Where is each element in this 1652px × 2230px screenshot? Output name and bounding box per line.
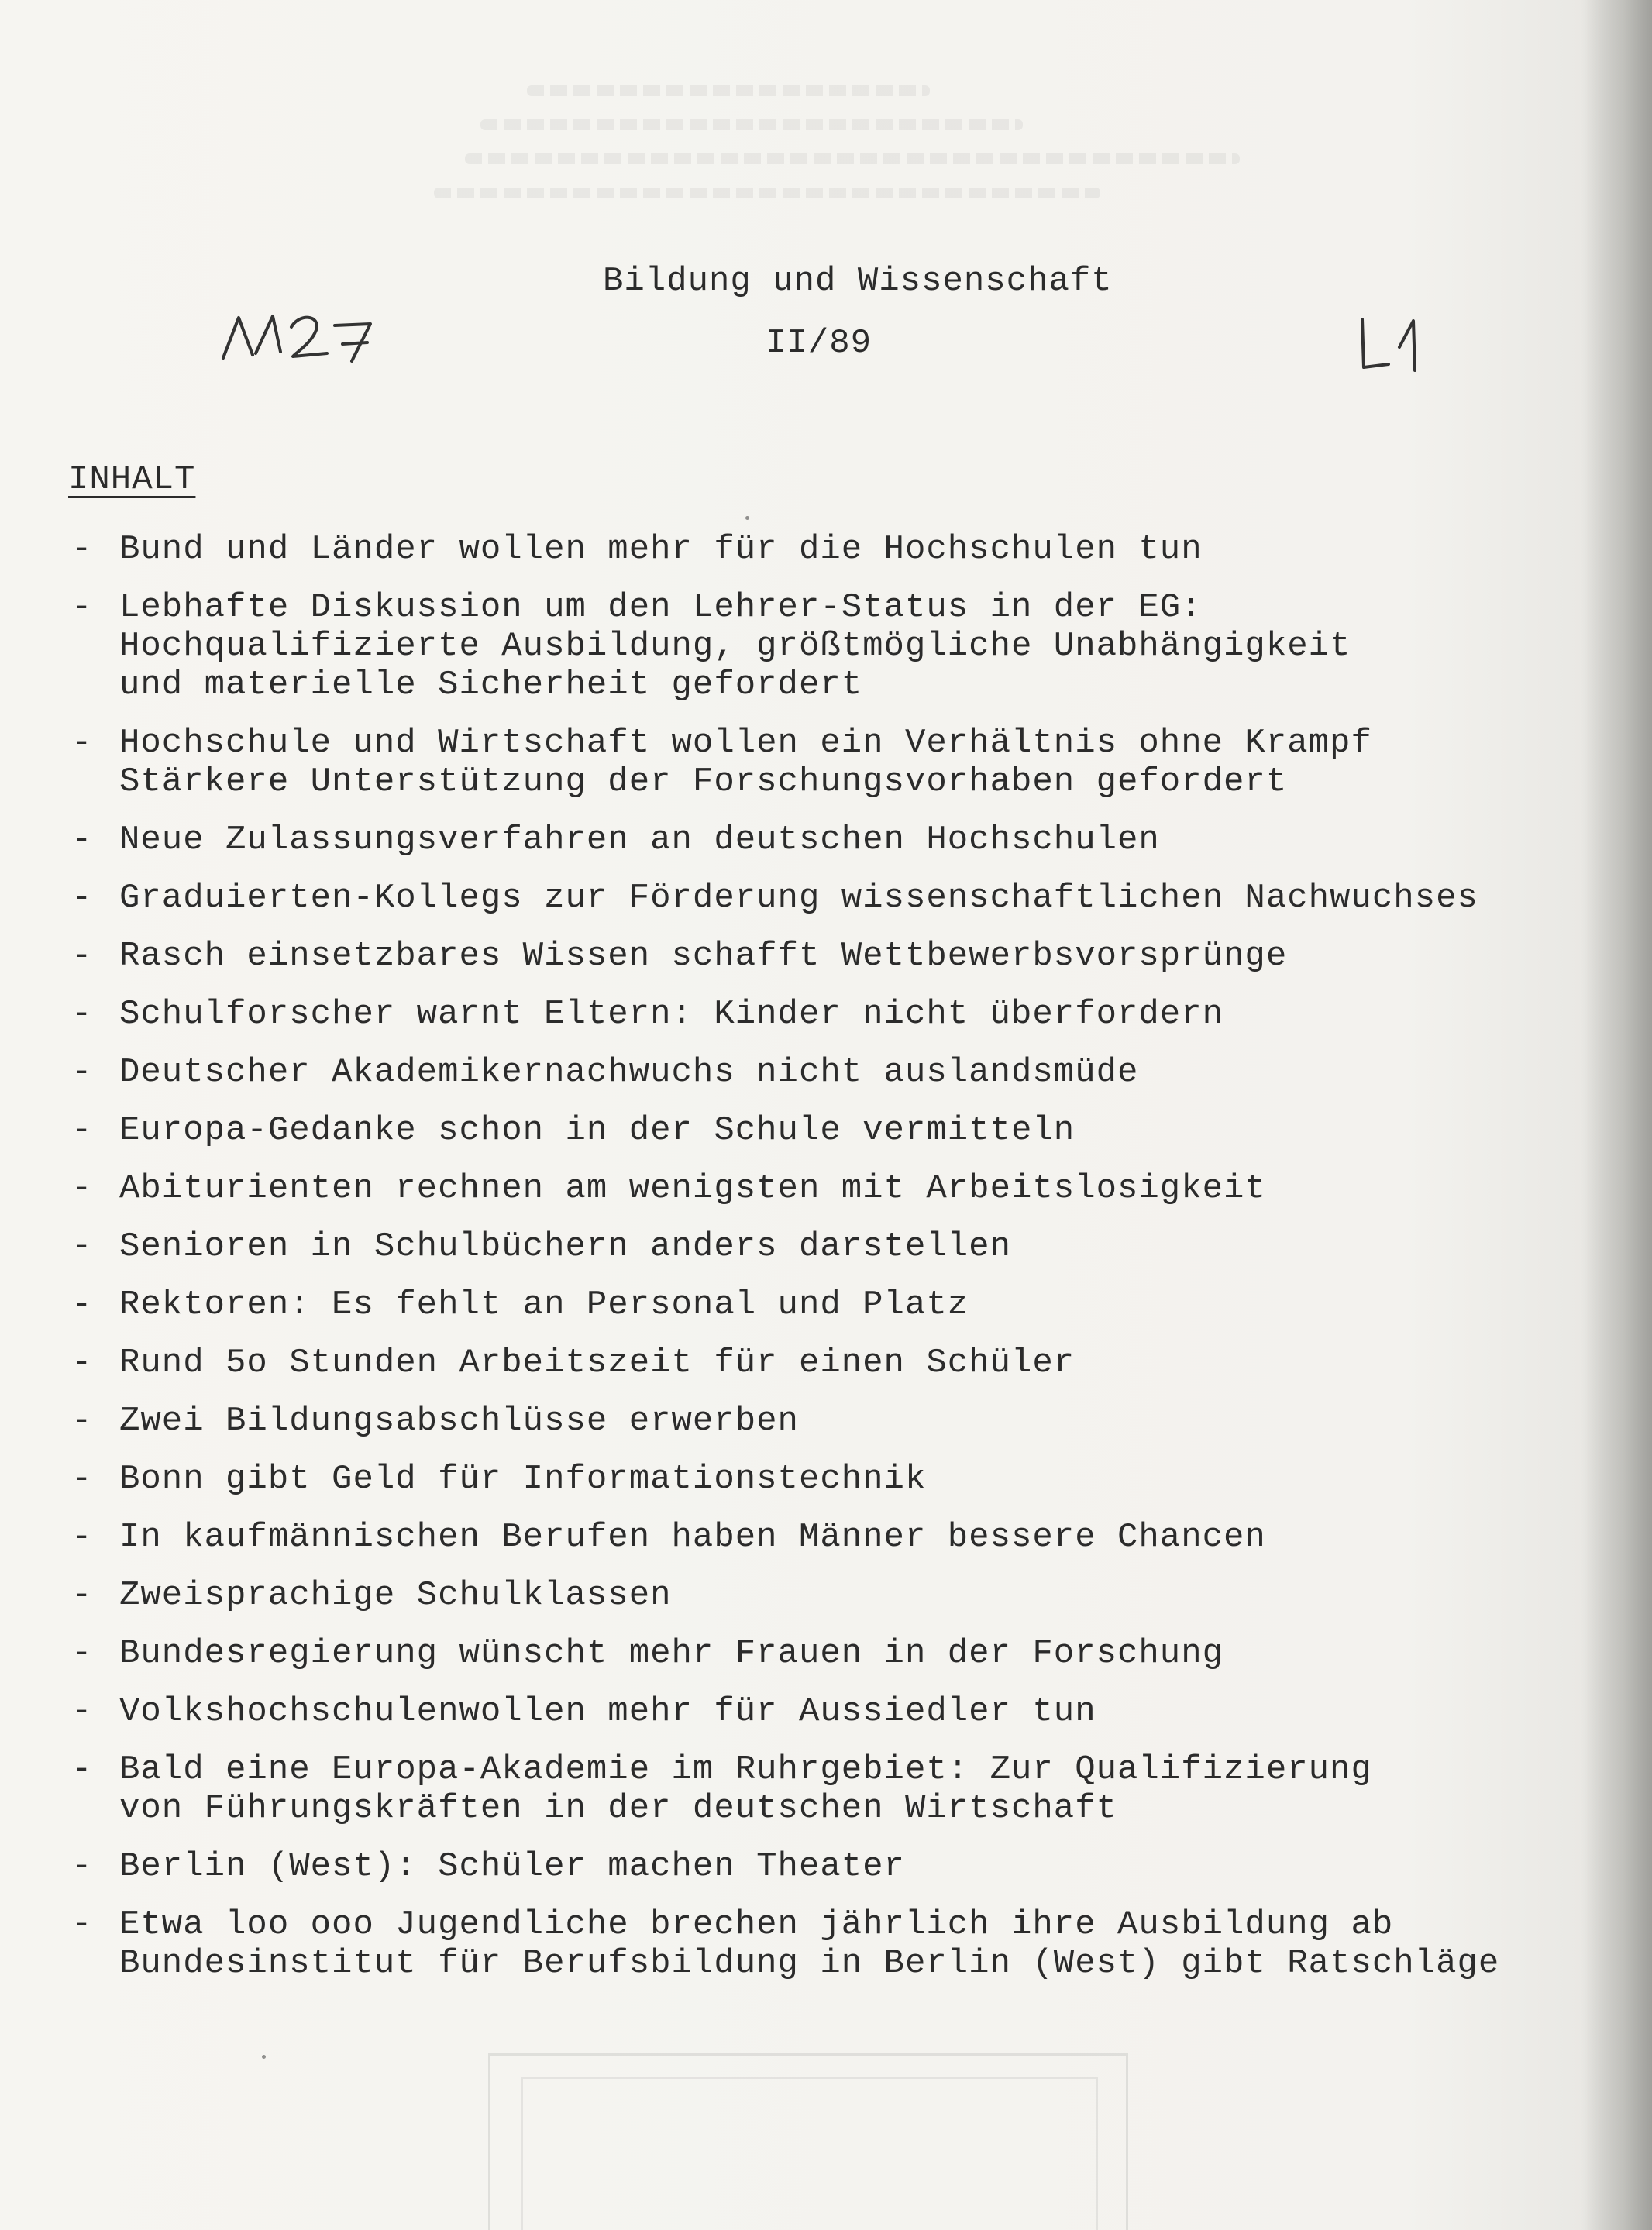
contents-item-text: Bundesregierung wünscht mehr Frauen in der Forschung xyxy=(119,1634,1224,1673)
handwritten-note-left xyxy=(219,307,381,369)
bullet-dash: - xyxy=(71,1692,93,1731)
bullet-dash: - xyxy=(71,1905,93,1944)
contents-item-text: Hochschule und Wirtschaft wollen ein Verhältnis ohne Krampf xyxy=(119,724,1372,762)
contents-item-text: Lebhafte Diskussion um den Lehrer-Status in der EG: xyxy=(119,588,1203,627)
bullet-dash: - xyxy=(71,1344,93,1382)
bullet-dash: - xyxy=(71,995,93,1034)
bullet-dash: - xyxy=(71,724,93,762)
contents-item-text: Hochqualifizierte Ausbildung, größtmögliche Unabhängigkeit xyxy=(119,627,1351,666)
bullet-dash: - xyxy=(71,1285,93,1324)
contents-item xyxy=(71,724,1613,801)
contents-item-text: Bundesinstitut für Berufsbildung in Berlin (West) gibt Ratschläge xyxy=(119,1944,1500,1983)
contents-item-text: Bonn gibt Geld für Informationstechnik xyxy=(119,1460,927,1499)
contents-item xyxy=(71,1750,1613,1828)
contents-item-text: Rasch einsetzbares Wissen schafft Wettbewerbsvorsprünge xyxy=(119,937,1288,976)
contents-item xyxy=(71,879,1613,917)
contents-item-text: Abiturienten rechnen am wenigsten mit Arbeitslosigkeit xyxy=(119,1169,1266,1208)
bullet-dash: - xyxy=(71,1576,93,1615)
contents-item xyxy=(71,1344,1613,1382)
document-title: Bildung und Wissenschaft xyxy=(603,262,1113,301)
contents-item-text: In kaufmännischen Berufen haben Männer bessere Chancen xyxy=(119,1518,1266,1557)
bullet-dash: - xyxy=(71,1111,93,1150)
contents-item xyxy=(71,1576,1613,1615)
contents-item xyxy=(71,1905,1613,1983)
contents-item xyxy=(71,1634,1613,1673)
page-shadow-edge xyxy=(1581,0,1652,2230)
paper-speck xyxy=(262,2055,266,2059)
contents-item-text: Zweisprachige Schulklassen xyxy=(119,1576,672,1615)
contents-item xyxy=(71,1169,1613,1208)
bullet-dash: - xyxy=(71,1053,93,1092)
contents-item-text: Europa-Gedanke schon in der Schule vermitteln xyxy=(119,1111,1076,1150)
contents-item-text: Schulforscher warnt Eltern: Kinder nicht überfordern xyxy=(119,995,1224,1034)
contents-item-text: Etwa loo ooo Jugendliche brechen jährlich ihre Ausbildung ab xyxy=(119,1905,1394,1944)
bullet-dash: - xyxy=(71,879,93,917)
contents-item xyxy=(71,1460,1613,1499)
bullet-dash: - xyxy=(71,588,93,627)
contents-item-text: und materielle Sicherheit gefordert xyxy=(119,666,863,704)
contents-item xyxy=(71,1111,1613,1150)
contents-item xyxy=(71,1692,1613,1731)
contents-item xyxy=(71,1053,1613,1092)
issue-number: II/89 xyxy=(766,324,872,363)
bullet-dash: - xyxy=(71,530,93,569)
bullet-dash: - xyxy=(71,1750,93,1789)
contents-item xyxy=(71,1285,1613,1324)
contents-item-text: Bald eine Europa-Akademie im Ruhrgebiet: Zur Qualifizierung xyxy=(119,1750,1372,1789)
bullet-dash: - xyxy=(71,1460,93,1499)
contents-item-text: von Führungskräften in der deutschen Wirtschaft xyxy=(119,1789,1118,1828)
contents-item xyxy=(71,937,1613,976)
contents-item-text: Berlin (West): Schüler machen Theater xyxy=(119,1847,905,1886)
bleed-through-text xyxy=(434,85,1302,225)
bullet-dash: - xyxy=(71,1227,93,1266)
handwritten-note-right xyxy=(1354,313,1432,375)
contents-item xyxy=(71,821,1613,859)
contents-item-text: Deutscher Akademikernachwuchs nicht auslandsmüde xyxy=(119,1053,1139,1092)
contents-item xyxy=(71,995,1613,1034)
contents-item-text: Rund 5o Stunden Arbeitszeit für einen Schüler xyxy=(119,1344,1076,1382)
contents-item xyxy=(71,1847,1613,1886)
bullet-dash: - xyxy=(71,1169,93,1208)
contents-item xyxy=(71,588,1613,704)
contents-item-text: Graduierten-Kollegs zur Förderung wissenschaftlichen Nachwuchses xyxy=(119,879,1478,917)
paper-speck xyxy=(745,516,749,520)
faded-library-stamp xyxy=(488,2053,1128,2230)
bullet-dash: - xyxy=(71,937,93,976)
contents-item xyxy=(71,1402,1613,1440)
contents-item-text: Neue Zulassungsverfahren an deutschen Hochschulen xyxy=(119,821,1160,859)
contents-item xyxy=(71,1518,1613,1557)
contents-item xyxy=(71,1227,1613,1266)
contents-item-text: Stärkere Unterstützung der Forschungsvorhaben gefordert xyxy=(119,762,1288,801)
bullet-dash: - xyxy=(71,1847,93,1886)
contents-heading: INHALT xyxy=(68,460,196,499)
contents-item-text: Bund und Länder wollen mehr für die Hochschulen tun xyxy=(119,530,1203,569)
bullet-dash: - xyxy=(71,821,93,859)
contents-item-text: Rektoren: Es fehlt an Personal und Platz xyxy=(119,1285,969,1324)
bullet-dash: - xyxy=(71,1518,93,1557)
contents-list xyxy=(71,530,1613,2002)
contents-item-text: Volkshochschulenwollen mehr für Aussiedler tun xyxy=(119,1692,1096,1731)
bullet-dash: - xyxy=(71,1402,93,1440)
contents-item xyxy=(71,530,1613,569)
bullet-dash: - xyxy=(71,1634,93,1673)
contents-item-text: Senioren in Schulbüchern anders darstellen xyxy=(119,1227,1011,1266)
contents-item-text: Zwei Bildungsabschlüsse erwerben xyxy=(119,1402,799,1440)
